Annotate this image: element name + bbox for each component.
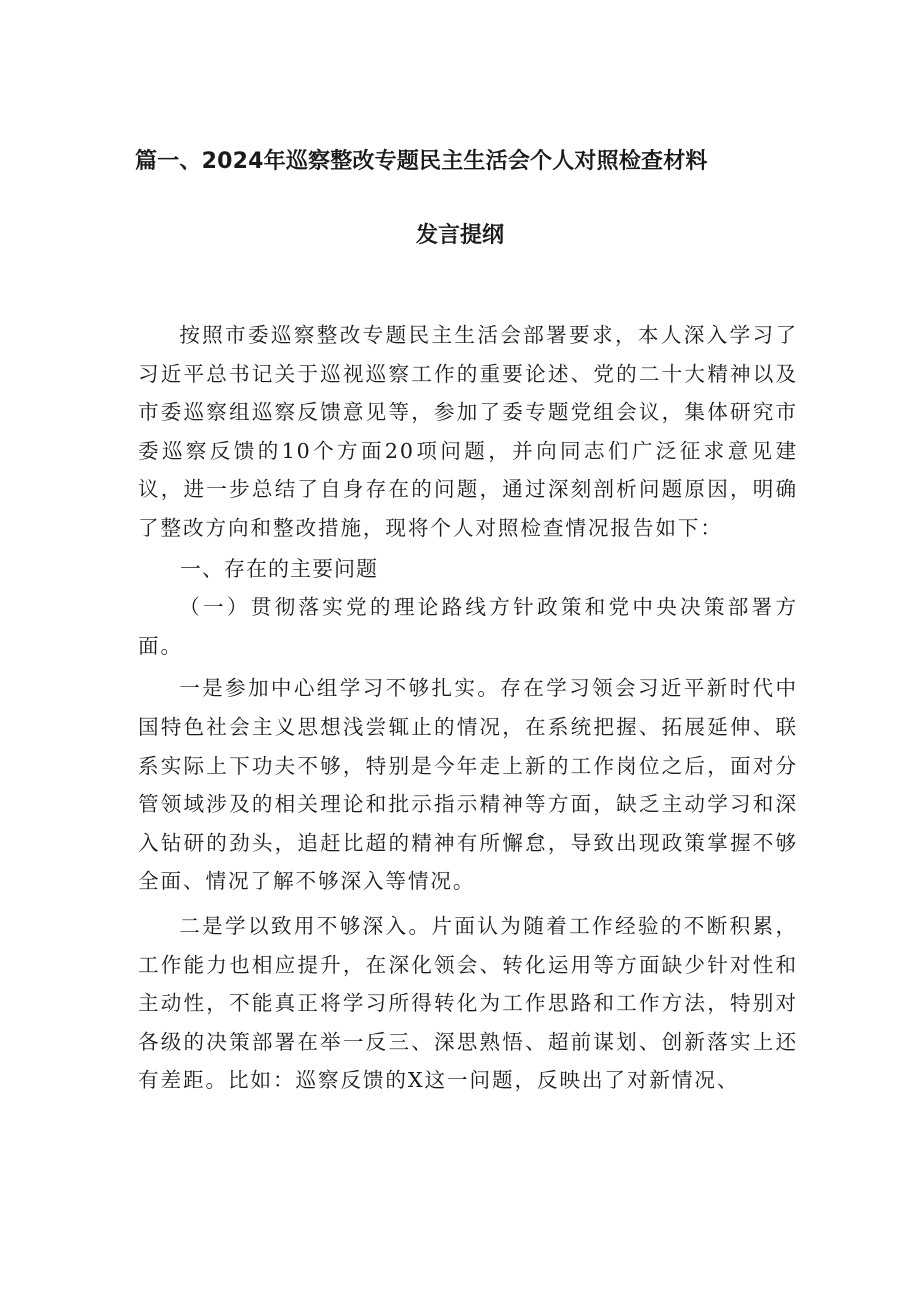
document-subtitle: 发言提纲: [415, 223, 504, 248]
item-paragraph-2: 二是学以致用不够深入。片面认为随着工作经验的不断积累，工作能力也相应提升，在深化领会、转化运用等方面缺少针对性和主动性，不能真正将学习所得转化为工作思路和工作方法，特别对各级的决策部署在举一反三、深思熟悟、超前谋划、创新落实上还有差距。比如：巡察反馈的X这一问题，反映出了对新情况、: [138, 913, 798, 1093]
section-heading: 一、存在的主要问题: [180, 556, 378, 581]
item-paragraph-1: 一是参加中心组学习不够扎实。存在学习领会习近平新时代中国特色社会主义思想浅尝辄止的情况，在系统把握、拓展延伸、联系实际上下功夫不够，特别是今年走上新的工作岗位之后，面对分管领域涉及的相关理论和批示指示精神等方面，缺乏主动学习和深入钻研的劲头，追赶比超的精神有所懈怠，导致出现政策掌握不够全面、情况了解不够深入等情况。: [138, 676, 798, 894]
document-title: 篇一、2024年巡察整改专题民主生活会个人对照检查材料: [135, 149, 708, 174]
document-body: [138, 316, 798, 1100]
subsection-heading: （一）贯彻落实党的理论路线方针政策和党中央决策部署方面。: [138, 595, 798, 658]
intro-paragraph: 按照市委巡察整改专题民主生活会部署要求，本人深入学习了习近平总书记关于巡视巡察工作的重要论述、党的二十大精神以及市委巡察组巡察反馈意见等，参加了委专题党组会议，集体研究市委巡察反馈的10个方面20项问题，并向同志们广泛征求意见建议，进一步总结了自身存在的问题，通过深刻剖析问题原因，明确了整改方向和整改措施，现将个人对照检查情况报告如下：: [138, 323, 798, 540]
